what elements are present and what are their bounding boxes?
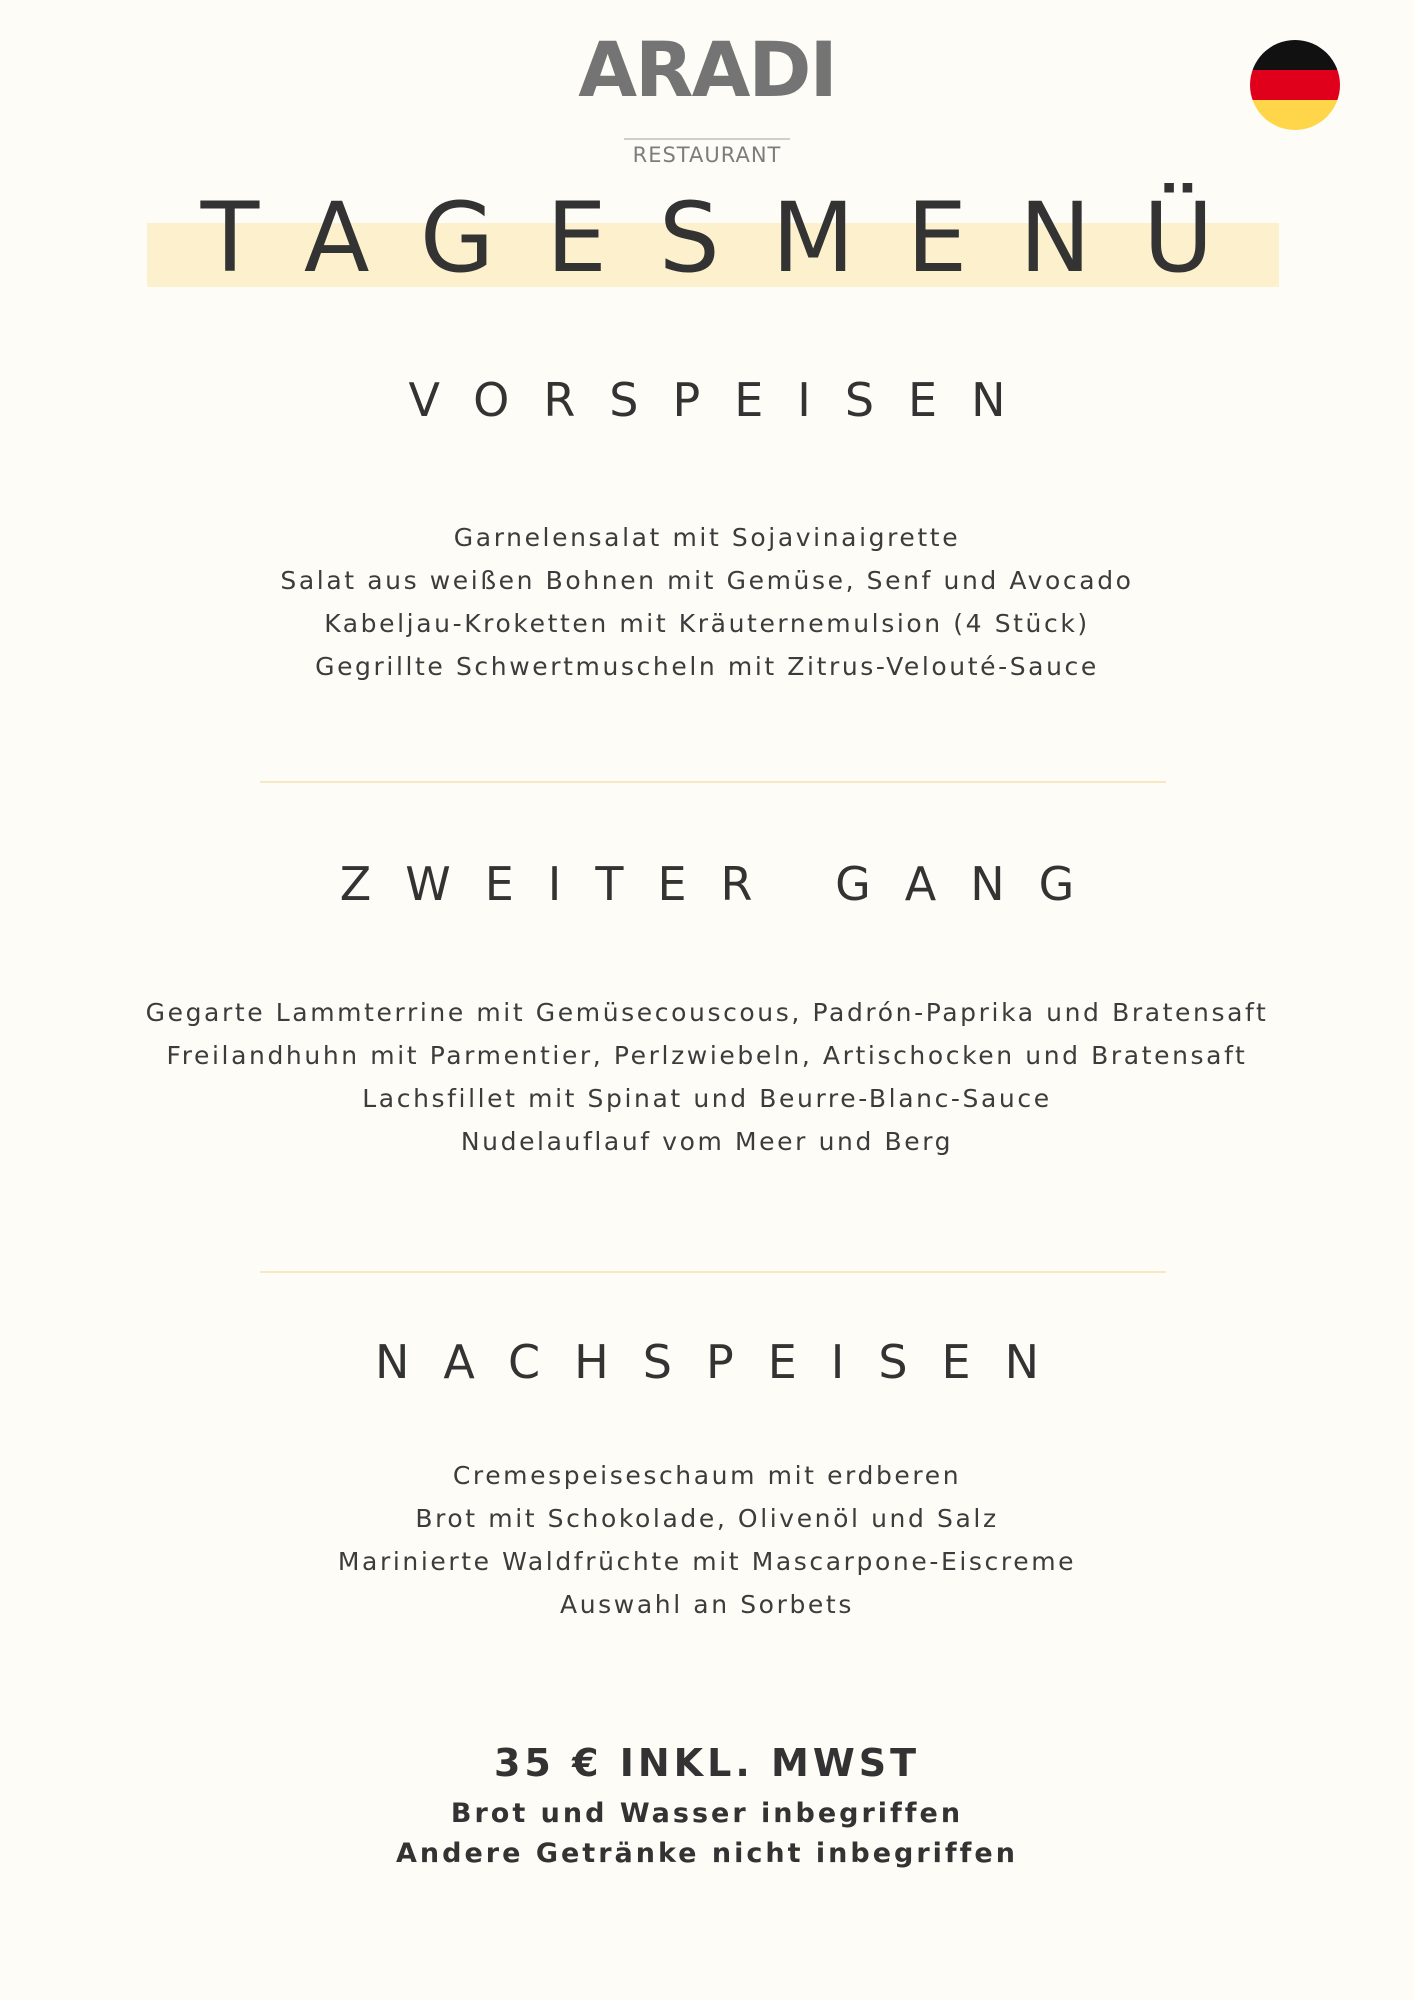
logo-wordmark: ARADI [578,25,836,114]
menu-item: Brot mit Schokolade, Olivenöl und Salz [415,1504,999,1533]
section-items-zweiter-gang [0,991,1414,1163]
menu-item: Salat aus weißen Bohnen mit Gemüse, Senf und Avocado [280,566,1134,595]
menu-item: Kabeljau-Kroketten mit Kräuternemulsion (4 Stück) [324,609,1090,638]
menu-item: Marinierte Waldfrüchte mit Mascarpone-Eiscreme [337,1547,1077,1576]
included-note: Brot und Wasser inbegriffen [450,1798,964,1829]
menu-item: Gegrillte Schwertmuscheln mit Zitrus-Velouté-Sauce [315,652,1099,681]
logo-subtitle: RESTAURANT [632,143,782,167]
menu-item: Freilandhuhn mit Parmentier, Perlzwiebeln, Artischocken und Bratensaft [166,1041,1248,1070]
section-items-nachspeisen [0,1454,1414,1626]
menu-item: Nudelauflauf vom Meer und Berg [460,1127,954,1156]
restaurant-logo [0,25,1414,167]
section-items-vorspeisen [0,516,1414,688]
menu-item: Cremespeiseschaum mit erdberen [452,1461,962,1490]
section-heading-vorspeisen: VORSPEISEN [408,373,1040,427]
menu-item: Auswahl an Sorbets [560,1590,854,1619]
section-divider [260,781,1166,783]
page-title: TAGESMENÜ [200,182,1266,294]
excluded-note: Andere Getränke nicht inbegriffen [396,1838,1018,1869]
section-divider [260,1271,1166,1273]
price-label: 35 € INKL. MWST [493,1741,921,1785]
menu-item: Lachsfillet mit Spinat und Beurre-Blanc-Sauce [362,1084,1052,1113]
section-heading-nachspeisen: NACHSPEISEN [374,1335,1074,1389]
logo-rule [624,138,790,140]
menu-item: Garnelensalat mit Sojavinaigrette [453,523,961,552]
germany-flag-icon[interactable] [1250,40,1340,130]
menu-item: Gegarte Lammterrine mit Gemüsecouscous, Padrón-Paprika und Bratensaft [145,998,1269,1027]
section-heading-zweiter-gang: ZWEITER GANG [339,857,1109,911]
flag-stripe-red [1250,70,1340,100]
